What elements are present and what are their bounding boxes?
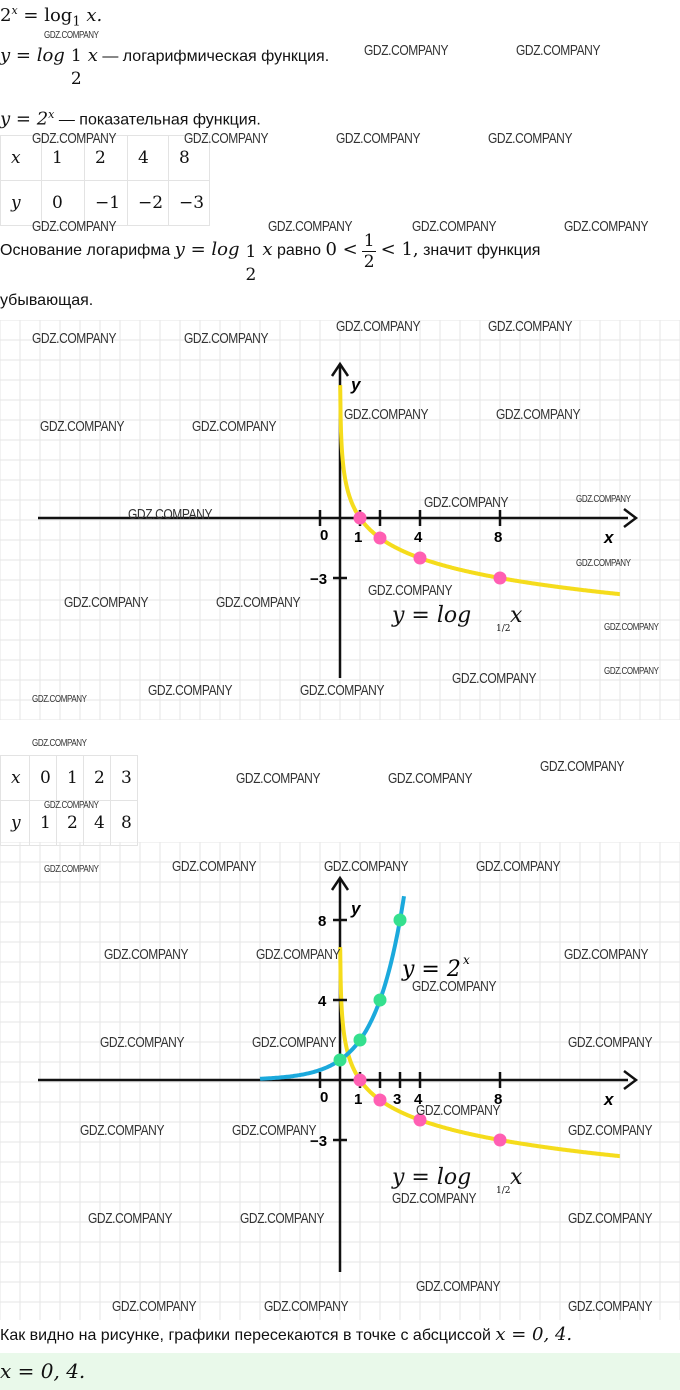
data-point-exp xyxy=(334,1054,347,1067)
watermark: GDZ.COMPANY xyxy=(32,738,87,749)
watermark: GDZ.COMPANY xyxy=(172,858,257,875)
data-point xyxy=(494,572,507,585)
x-tick-label: 4 xyxy=(414,529,423,546)
watermark: GDZ.COMPANY xyxy=(32,694,87,705)
chart-intersection xyxy=(0,842,680,1320)
watermark: GDZ.COMPANY xyxy=(44,30,99,41)
watermark: GDZ.COMPANY xyxy=(364,42,449,59)
x-tick-label: 3 xyxy=(393,1091,402,1108)
watermark: GDZ.COMPANY xyxy=(184,330,269,347)
watermark: GDZ.COMPANY xyxy=(452,670,537,687)
watermark: GDZ.COMPANY xyxy=(368,582,453,599)
watermark: GDZ.COMPANY xyxy=(216,594,301,611)
table-row: x 1 2 4 8 xyxy=(1,136,210,181)
watermark: GDZ.COMPANY xyxy=(412,978,497,995)
watermark: GDZ.COMPANY xyxy=(252,1034,337,1051)
curve-label-log-sub: 1/2 xyxy=(496,1186,511,1196)
watermark: GDZ.COMPANY xyxy=(192,418,277,435)
x-axis-label: x xyxy=(604,528,614,547)
watermark: GDZ.COMPANY xyxy=(564,218,649,235)
data-point xyxy=(374,532,387,545)
watermark: GDZ.COMPANY xyxy=(576,558,631,569)
chart-log xyxy=(0,320,680,720)
data-point-log xyxy=(494,1134,507,1147)
watermark: GDZ.COMPANY xyxy=(264,1298,349,1315)
watermark: GDZ.COMPANY xyxy=(604,666,659,677)
watermark: GDZ.COMPANY xyxy=(416,1102,501,1119)
data-point xyxy=(414,552,427,565)
watermark: GDZ.COMPANY xyxy=(496,406,581,423)
x-axis-label: x xyxy=(604,1090,614,1109)
x-tick-label: 8 xyxy=(494,1091,503,1108)
watermark: GDZ.COMPANY xyxy=(236,770,321,787)
watermark: GDZ.COMPANY xyxy=(32,130,117,147)
watermark: GDZ.COMPANY xyxy=(568,1298,653,1315)
exp-curve xyxy=(260,896,404,1079)
watermark: GDZ.COMPANY xyxy=(416,1278,501,1295)
curve-label-log: y = log xyxy=(392,603,472,628)
watermark: GDZ.COMPANY xyxy=(256,946,341,963)
watermark: GDZ.COMPANY xyxy=(44,800,99,811)
answer-box xyxy=(0,1353,680,1390)
watermark: GDZ.COMPANY xyxy=(576,494,631,505)
y-axis-label: y xyxy=(351,899,361,918)
log-definition: y = log 1 2 x — логарифмическая функция. xyxy=(0,45,330,89)
answer-value: x = 0, 4. xyxy=(0,1359,86,1383)
watermark: GDZ.COMPANY xyxy=(32,330,117,347)
data-point xyxy=(354,512,367,525)
curve-label-log-sub: 1/2 xyxy=(496,624,511,634)
watermark: GDZ.COMPANY xyxy=(392,1190,477,1207)
watermark: GDZ.COMPANY xyxy=(568,1210,653,1227)
table-row: x 0 1 2 3 xyxy=(1,756,138,801)
watermark: GDZ.COMPANY xyxy=(88,1210,173,1227)
x-tick-label: 4 xyxy=(414,1091,423,1108)
watermark: GDZ.COMPANY xyxy=(104,946,189,963)
watermark: GDZ.COMPANY xyxy=(344,406,429,423)
data-point-exp xyxy=(354,1034,367,1047)
y-tick-label: −3 xyxy=(310,1133,328,1150)
x-tick-label: 8 xyxy=(494,529,503,546)
watermark: GDZ.COMPANY xyxy=(148,682,233,699)
watermark: GDZ.COMPANY xyxy=(32,218,117,235)
data-point-exp xyxy=(374,994,387,1007)
watermark: GDZ.COMPANY xyxy=(516,42,601,59)
values-table-log xyxy=(0,135,210,226)
curve-label-log: y = log xyxy=(392,1165,472,1190)
watermark: GDZ.COMPANY xyxy=(336,318,421,335)
table-row: y 1 2 4 8 xyxy=(1,801,138,846)
watermark: GDZ.COMPANY xyxy=(488,318,573,335)
watermark: GDZ.COMPANY xyxy=(80,1122,165,1139)
y-axis-label: y xyxy=(351,375,361,394)
watermark: GDZ.COMPANY xyxy=(40,418,125,435)
table-row: y 0 −1 −2 −3 xyxy=(1,181,210,226)
watermark: GDZ.COMPANY xyxy=(64,594,149,611)
watermark: GDZ.COMPANY xyxy=(424,494,509,511)
watermark: GDZ.COMPANY xyxy=(240,1210,325,1227)
watermark: GDZ.COMPANY xyxy=(268,218,353,235)
watermark: GDZ.COMPANY xyxy=(184,130,269,147)
equation-line: $2^x = \log_1 x$. xyxy=(0,4,103,30)
y-tick-label: 4 xyxy=(318,993,327,1010)
x-tick-label: 0 xyxy=(320,527,329,544)
conclusion: Как видно на рисунке, графики пересекаются в точке с абсциссой x = 0, 4. xyxy=(0,1324,573,1345)
x-tick-label: 1 xyxy=(354,529,363,546)
x-tick-label: 0 xyxy=(320,1089,329,1106)
watermark: GDZ.COMPANY xyxy=(128,506,213,523)
curve-label-log-arg: x xyxy=(510,1165,523,1190)
watermark: GDZ.COMPANY xyxy=(540,758,625,775)
data-point-log xyxy=(374,1094,387,1107)
watermark: GDZ.COMPANY xyxy=(300,682,385,699)
exp-definition: $y = 2^x$ — показательная функция. xyxy=(0,108,261,130)
watermark: GDZ.COMPANY xyxy=(564,946,649,963)
data-point-exp xyxy=(394,914,407,927)
watermark: GDZ.COMPANY xyxy=(488,130,573,147)
watermark: GDZ.COMPANY xyxy=(100,1034,185,1051)
curve-label-log-arg: x xyxy=(510,603,523,628)
curve-label-exp-sup: x xyxy=(463,953,470,967)
watermark: GDZ.COMPANY xyxy=(112,1298,197,1315)
watermark: GDZ.COMPANY xyxy=(604,622,659,633)
watermark: GDZ.COMPANY xyxy=(568,1122,653,1139)
base-explanation-end: убывающая. xyxy=(0,292,94,309)
watermark: GDZ.COMPANY xyxy=(44,864,99,875)
base-explanation: Основание логарифма y = log 1 2 x равно 0 < $\frac{1}{2}$ < 1, значит функция xyxy=(0,230,541,285)
y-tick-label: −3 xyxy=(310,571,328,588)
data-point-log xyxy=(354,1074,367,1087)
curve-label-exp: y = 2 xyxy=(402,957,461,982)
watermark: GDZ.COMPANY xyxy=(324,858,409,875)
watermark: GDZ.COMPANY xyxy=(336,130,421,147)
watermark: GDZ.COMPANY xyxy=(412,218,497,235)
watermark: GDZ.COMPANY xyxy=(568,1034,653,1051)
watermark: GDZ.COMPANY xyxy=(388,770,473,787)
y-tick-label: 8 xyxy=(318,913,327,930)
x-tick-label: 1 xyxy=(354,1091,363,1108)
watermark: GDZ.COMPANY xyxy=(476,858,561,875)
watermark: GDZ.COMPANY xyxy=(232,1122,317,1139)
